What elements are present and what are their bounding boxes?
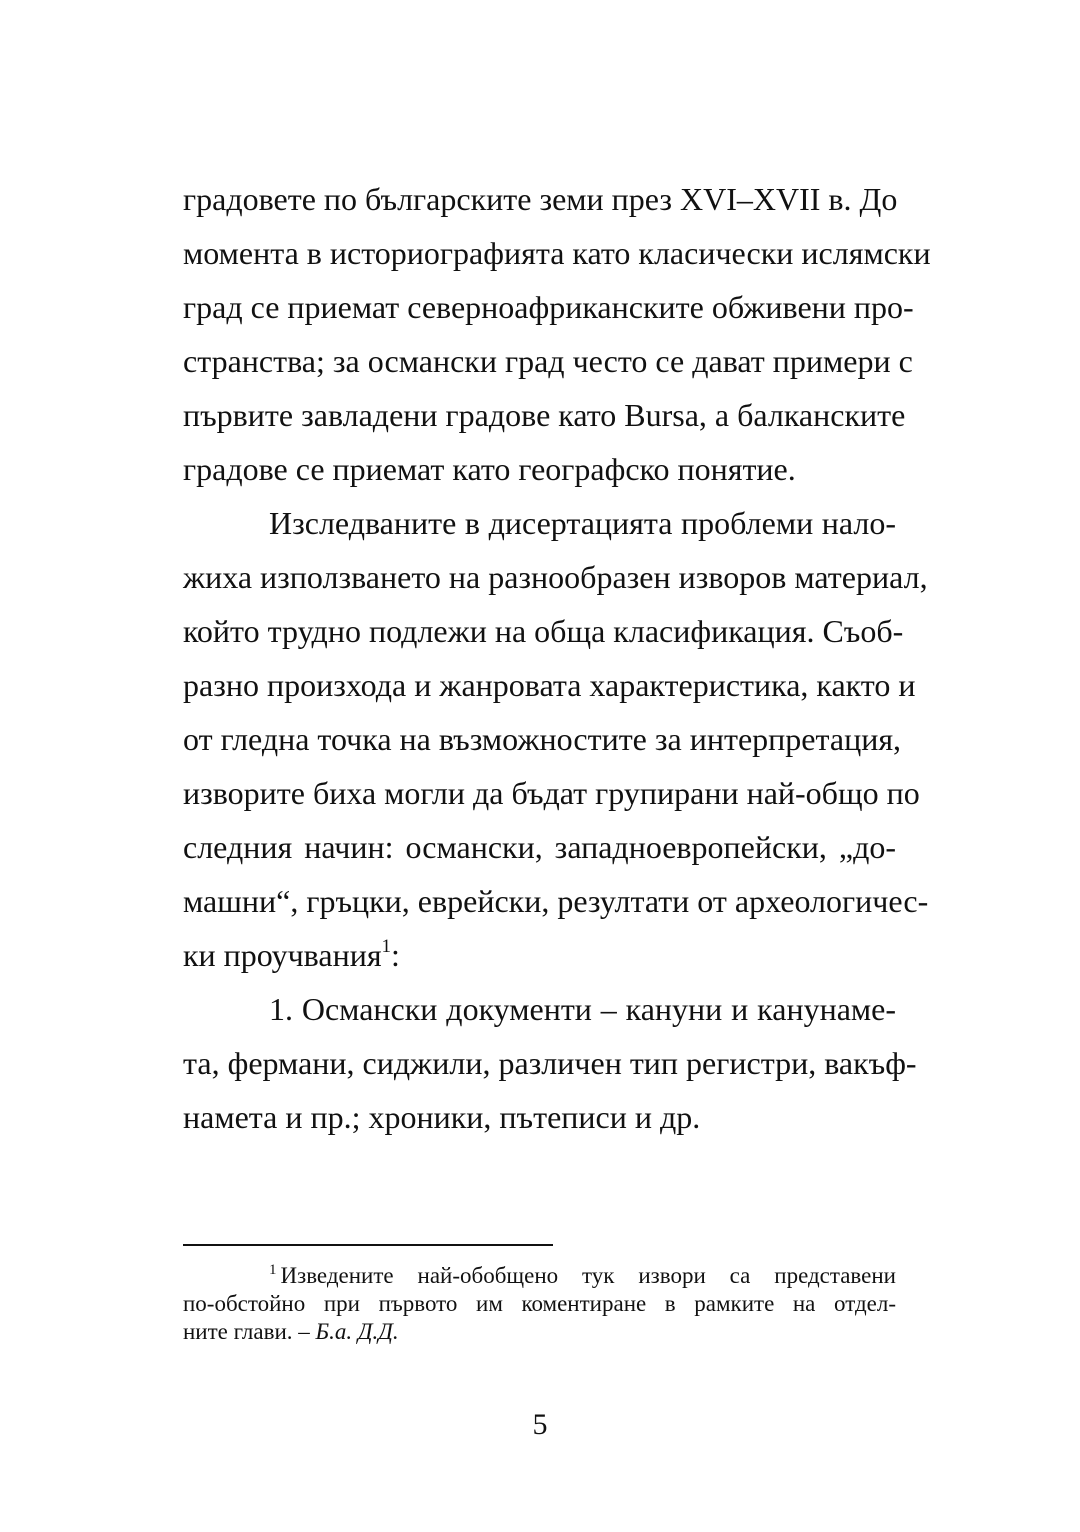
text-line: разно произхода и жанровата характеристика, както и [183, 667, 916, 703]
text-line: 1. Османски документи – кануни и канунаме- [269, 991, 896, 1027]
text-line: Изследваните в дисертацията проблеми нало- [269, 505, 896, 541]
footnote-line-content: ните глави. – [183, 1319, 316, 1344]
footnote-separator [183, 1244, 553, 1246]
footnote-line [183, 1318, 896, 1346]
footnote-signature: Б.а. Д.Д. [315, 1319, 399, 1344]
text-line: машни“, гръцки, еврейски, резултати от археологичес- [183, 883, 929, 919]
text-line-content: ки проучвания [183, 937, 382, 973]
text-line: градове се приемат като географско понятие. [183, 451, 796, 487]
text-line: от гледна точка на възможностите за интерпретация, [183, 721, 902, 757]
footnote [183, 1262, 896, 1346]
text-line: град се приемат северноафриканските обживени про- [183, 289, 914, 325]
footnote-line-content: Изведените най-обобщено тук извори са представени [280, 1263, 896, 1288]
text-line: следния начин: османски, западноевропейски, „до- [183, 829, 896, 865]
main-text [183, 172, 931, 1144]
text-line: първите завладени градове като Bursa, а балканските [183, 397, 906, 433]
text-line: намета и пр.; хроники, пътеписи и др. [183, 1099, 701, 1135]
text-line: момента в историографията като класически ислямски [183, 235, 931, 271]
footnote-marker: 1 [269, 1262, 277, 1279]
text-line-end: : [391, 937, 400, 973]
footnote-line [183, 1262, 896, 1290]
text-line: та, фермани, сиджили, различен тип регистри, вакъф- [183, 1045, 917, 1081]
text-line: странства; за османски град често се дават примери с [183, 343, 913, 379]
footnote-reference[interactable]: 1 [381, 936, 392, 958]
page-number: 5 [532, 1408, 548, 1441]
footnote-line: по-обстойно при първото им коментиране в рамките на отдел- [183, 1291, 896, 1316]
text-line: изворите биха могли да бъдат групирани най-общо по [183, 775, 920, 811]
text-line: който трудно подлежи на обща класификация. Съоб- [183, 613, 904, 649]
text-line [183, 928, 896, 982]
text-line: градовете по българските земи през XVI–XVII в. До [183, 181, 898, 217]
text-line: жиха използването на разнообразен изворов материал, [183, 559, 928, 595]
